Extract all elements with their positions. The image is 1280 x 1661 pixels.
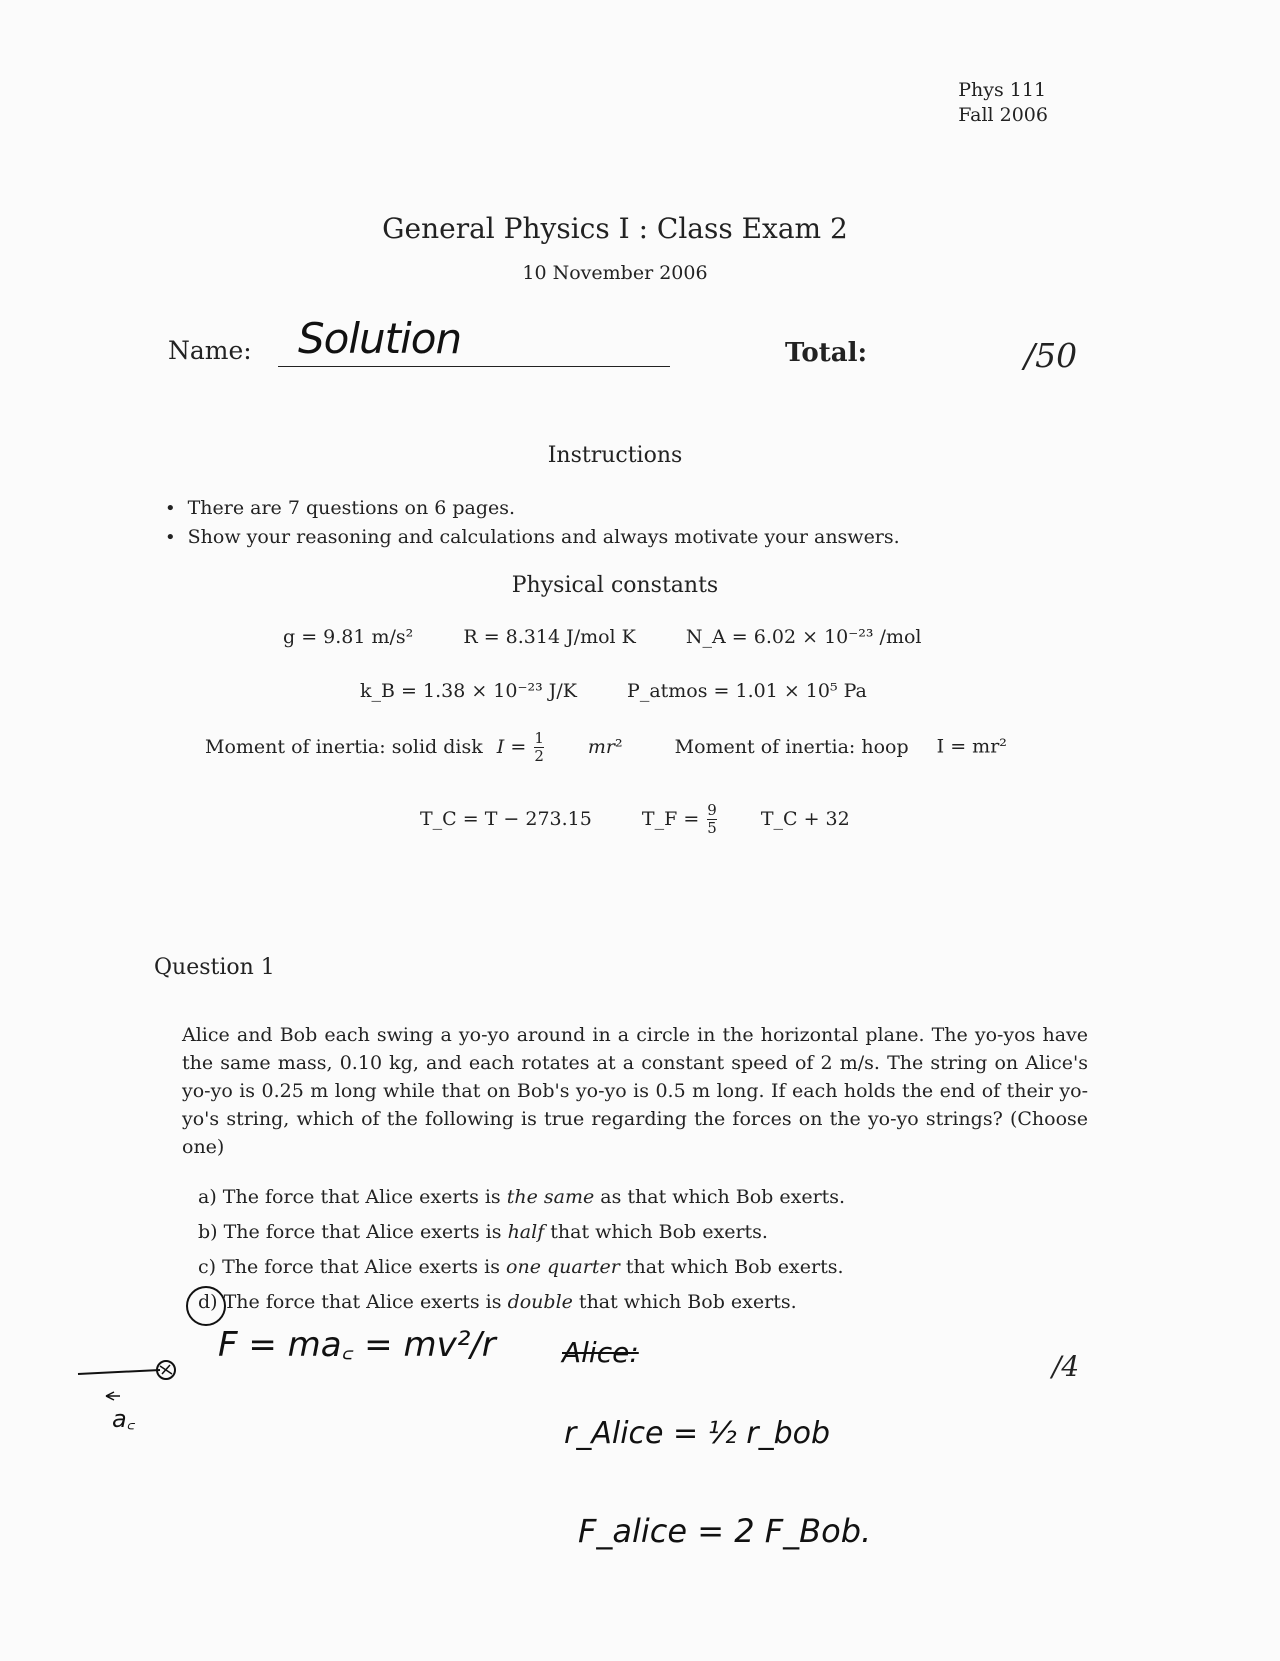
question-1-heading: Question 1 — [154, 955, 275, 980]
fraction-nine-fifths: $\frac{9}{5}$ — [707, 801, 717, 837]
hw-force-relation: F_alice = 2 F_Bob. — [578, 1512, 872, 1550]
formula-fahrenheit — [641, 801, 850, 837]
constants-row-2 — [360, 680, 911, 702]
option-emphasis: the same — [506, 1186, 595, 1208]
option-text: The force that Alice exerts is — [223, 1291, 508, 1313]
option-emphasis: half — [507, 1221, 545, 1243]
option-text: that which Bob exerts. — [544, 1221, 768, 1243]
instructions-list — [165, 494, 900, 552]
option-letter: c) — [198, 1256, 217, 1278]
name-field-line — [278, 366, 670, 367]
question-1-options — [198, 1180, 845, 1320]
constants-heading: Physical constants — [511, 573, 719, 598]
option-d[interactable] — [198, 1285, 845, 1320]
constants-row-1 — [283, 626, 965, 648]
constant-g: g = 9.81 m/s² — [283, 626, 414, 648]
option-letter: a) — [198, 1186, 217, 1208]
constant-r: R = 8.314 J/mol K — [463, 626, 636, 648]
total-label: Total: — [785, 338, 868, 368]
exam-title: General Physics I : Class Exam 2 — [382, 212, 848, 245]
instruction-item: • There are 7 questions on 6 pages. — [165, 494, 900, 523]
fraction-one-half: $\frac{1}{2}$ — [534, 729, 544, 765]
option-letter: b) — [198, 1221, 218, 1243]
instruction-item: • Show your reasoning and calculations and always motivate your answers. — [165, 523, 900, 552]
option-text: The force that Alice exerts is — [223, 1221, 508, 1243]
option-letter: d) — [198, 1291, 218, 1313]
hw-crossed-out: Alice: — [562, 1336, 639, 1369]
hoop-inertia-formula: I = mr² — [936, 735, 1007, 758]
total-score: /50 — [1024, 336, 1078, 375]
option-text: The force that Alice exerts is — [222, 1186, 507, 1208]
constants-row-3 — [205, 730, 1007, 765]
fahrenheit-lhs: T_F = — [641, 807, 700, 830]
option-a[interactable] — [198, 1180, 845, 1215]
string-line — [78, 1370, 160, 1374]
formula-celsius: T_C = T − 273.15 — [420, 807, 592, 830]
disk-inertia-formula: I = $\frac{1}{2}$ mr² — [496, 729, 623, 765]
course-header — [958, 78, 1048, 128]
hw-radius-relation: r_Alice = ½ r_bob — [564, 1416, 831, 1451]
option-text: that which Bob exerts. — [572, 1291, 797, 1313]
constant-na: N_A = 6.02 × 10⁻²³ /mol — [685, 626, 922, 648]
option-b[interactable] — [198, 1215, 845, 1250]
fahrenheit-rhs: T_C + 32 — [760, 807, 850, 830]
option-text: as that which Bob exerts. — [594, 1186, 846, 1208]
instructions-heading: Instructions — [547, 443, 683, 468]
option-c[interactable] — [198, 1250, 845, 1285]
name-label: Name: — [168, 336, 252, 365]
constant-patm: P_atmos = 1.01 × 10⁵ Pa — [627, 680, 867, 702]
hw-force-formula: F = ma꜀ = mv²/r — [218, 1325, 496, 1365]
constants-row-4 — [420, 802, 850, 837]
yo-yo-scribble — [160, 1365, 172, 1374]
exam-date: 10 November 2006 — [522, 262, 708, 284]
question-1-text: Alice and Bob each swing a yo-yo around in a circle in the horizontal plane. The yo-yos have the same mass, 0.10 kg, and each rotates at a constant speed of 2 m/s. The string on Alice's yo-yo is 0.25 m long while that on Bob's yo-yo is 0.5 m long. If each holds the end of their yo-yo's string, which of the following is true regarding the forces on the yo-yo strings? (Choose one) — [182, 1024, 1088, 1158]
course-term: Fall 2006 — [958, 104, 1048, 126]
course-code: Phys 111 — [958, 79, 1047, 101]
option-text: that which Bob exerts. — [619, 1256, 844, 1278]
question-1-points: /4 — [1052, 1350, 1080, 1383]
hoop-inertia-label: Moment of inertia: hoop — [674, 735, 909, 758]
acceleration-arrow — [106, 1392, 120, 1400]
option-emphasis: double — [507, 1291, 573, 1313]
constant-kb: k_B = 1.38 × 10⁻²³ J/K — [360, 680, 577, 702]
disk-inertia-label: Moment of inertia: solid disk — [205, 735, 483, 758]
option-text: The force that Alice exerts is — [222, 1256, 507, 1278]
hw-ac-label: a꜀ — [112, 1405, 136, 1433]
option-emphasis: one quarter — [506, 1256, 620, 1278]
name-handwritten-value: Solution — [298, 314, 462, 363]
